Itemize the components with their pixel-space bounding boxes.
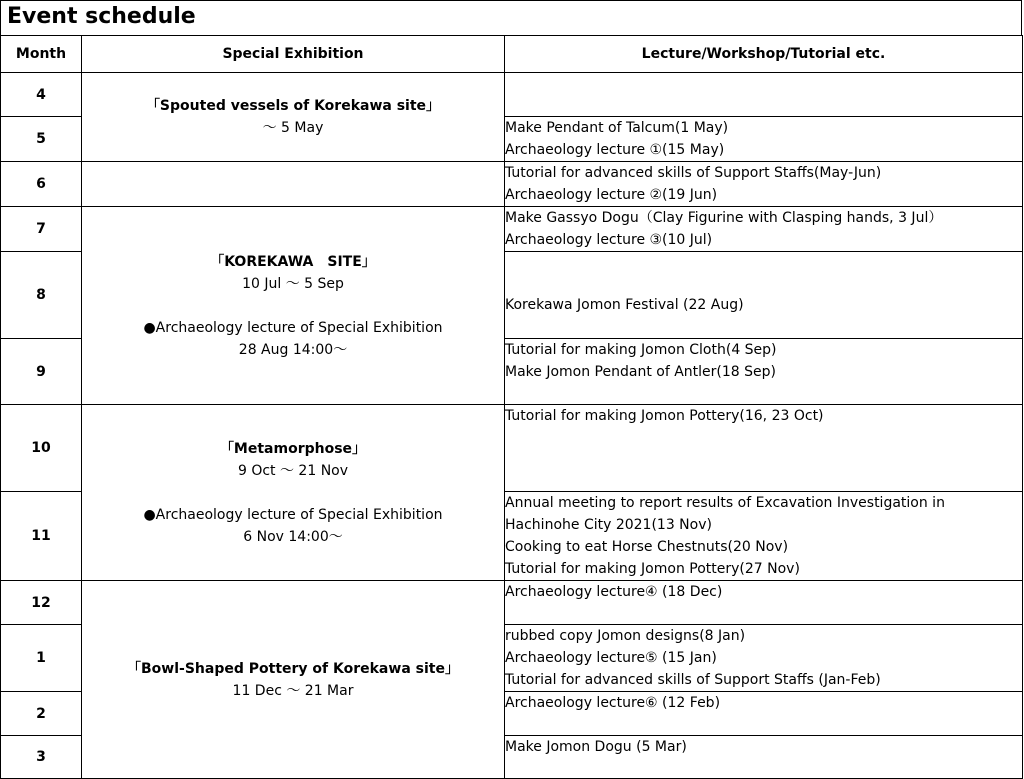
activity-cell	[505, 162, 1023, 207]
month-cell: 7	[1, 207, 82, 252]
activity-item: Make Jomon Pendant of Antler(18 Sep)	[505, 364, 776, 380]
exhibition-title: 「Spouted vessels of Korekawa site」	[145, 98, 441, 114]
activity-item: Archaeology lecture ①(15 May)	[505, 142, 725, 158]
exhibition-lecture-time: 6 Nov 14:00～	[243, 528, 343, 545]
month-header: Month	[1, 36, 82, 73]
schedule-table	[0, 35, 1023, 779]
month-cell: 5	[1, 117, 82, 162]
exhibition-dates: 9 Oct ～ 21 Nov	[237, 462, 349, 479]
activity-cell	[505, 252, 1023, 339]
activity-item: Archaeology lecture ②(19 Jun)	[505, 187, 718, 203]
activity-item: Make Pendant of Talcum(1 May)	[505, 120, 729, 136]
table-row	[1, 405, 1023, 492]
month-cell: 10	[1, 405, 82, 492]
exhibition-dates: 10 Jul ～ 5 Sep	[242, 275, 344, 292]
title-bar	[0, 0, 1022, 36]
activity-item: Archaeology lecture⑥ (12 Feb)	[505, 695, 721, 711]
page-title: Event schedule	[7, 4, 196, 29]
exhibition-lecture: ●Archaeology lecture of Special Exhibition	[143, 319, 443, 336]
activity-cell	[505, 339, 1023, 405]
month-cell: 2	[1, 692, 82, 736]
activity-item: Annual meeting to report results of Excavation Investigation in	[505, 495, 945, 511]
exhibition-cell	[82, 73, 505, 162]
activity-item: Archaeology lecture ③(10 Jul)	[505, 232, 713, 248]
table-row	[1, 162, 1023, 207]
exhibition-dates: 11 Dec ～ 21 Mar	[232, 682, 354, 699]
table-row	[1, 581, 1023, 625]
activities-header: Lecture/Workshop/Tutorial etc.	[505, 36, 1023, 73]
activity-item: Tutorial for advanced skills of Support Staffs (Jan-Feb)	[505, 672, 881, 688]
activity-item: Archaeology lecture⑤ (15 Jan)	[505, 650, 717, 666]
activity-cell	[505, 73, 1023, 117]
activity-item: Make Gassyo Dogu（Clay Figurine with Clasping hands, 3 Jul）	[505, 210, 943, 226]
exhibition-dates: ～ 5 May	[262, 120, 324, 136]
activity-cell	[505, 117, 1023, 162]
activity-cell	[505, 736, 1023, 779]
exhibition-header: Special Exhibition	[82, 36, 505, 73]
activity-item: Korekawa Jomon Festival (22 Aug)	[505, 297, 744, 313]
month-cell: 11	[1, 492, 82, 581]
header-row	[1, 36, 1023, 73]
activity-item: Tutorial for making Jomon Cloth(4 Sep)	[505, 342, 777, 358]
exhibition-lecture: ●Archaeology lecture of Special Exhibition	[143, 506, 443, 523]
table-row	[1, 207, 1023, 252]
exhibition-lecture-time: 28 Aug 14:00～	[238, 341, 348, 358]
activity-cell	[505, 581, 1023, 625]
activity-item: Cooking to eat Horse Chestnuts(20 Nov)	[505, 539, 789, 555]
exhibition-cell-empty	[82, 162, 505, 207]
exhibition-title: 「Metamorphose」	[219, 440, 367, 457]
exhibition-cell	[82, 581, 505, 779]
exhibition-title: 「Bowl-Shaped Pottery of Korekawa site」	[127, 660, 459, 677]
exhibition-title: 「KOREKAWA SITE」	[210, 253, 376, 270]
month-cell: 9	[1, 339, 82, 405]
activity-item: Archaeology lecture④ (18 Dec)	[505, 584, 723, 600]
activity-item: rubbed copy Jomon designs(8 Jan)	[505, 628, 746, 644]
month-cell: 12	[1, 581, 82, 625]
exhibition-cell	[82, 207, 505, 405]
activity-cell	[505, 625, 1023, 692]
activity-cell	[505, 207, 1023, 252]
activity-item: Tutorial for making Jomon Pottery(27 Nov)	[505, 561, 800, 577]
exhibition-cell	[82, 405, 505, 581]
activity-item: Hachinohe City 2021(13 Nov)	[505, 517, 712, 533]
month-cell: 6	[1, 162, 82, 207]
month-cell: 1	[1, 625, 82, 692]
activity-cell	[505, 405, 1023, 492]
month-cell: 4	[1, 73, 82, 117]
table-row	[1, 73, 1023, 117]
activity-item: Tutorial for advanced skills of Support Staffs(May-Jun)	[505, 165, 882, 181]
activity-item: Make Jomon Dogu (5 Mar)	[505, 739, 687, 755]
month-cell: 8	[1, 252, 82, 339]
activity-item: Tutorial for making Jomon Pottery(16, 23 Oct)	[505, 408, 824, 424]
activity-cell	[505, 692, 1023, 736]
activity-cell	[505, 492, 1023, 581]
month-cell: 3	[1, 736, 82, 779]
